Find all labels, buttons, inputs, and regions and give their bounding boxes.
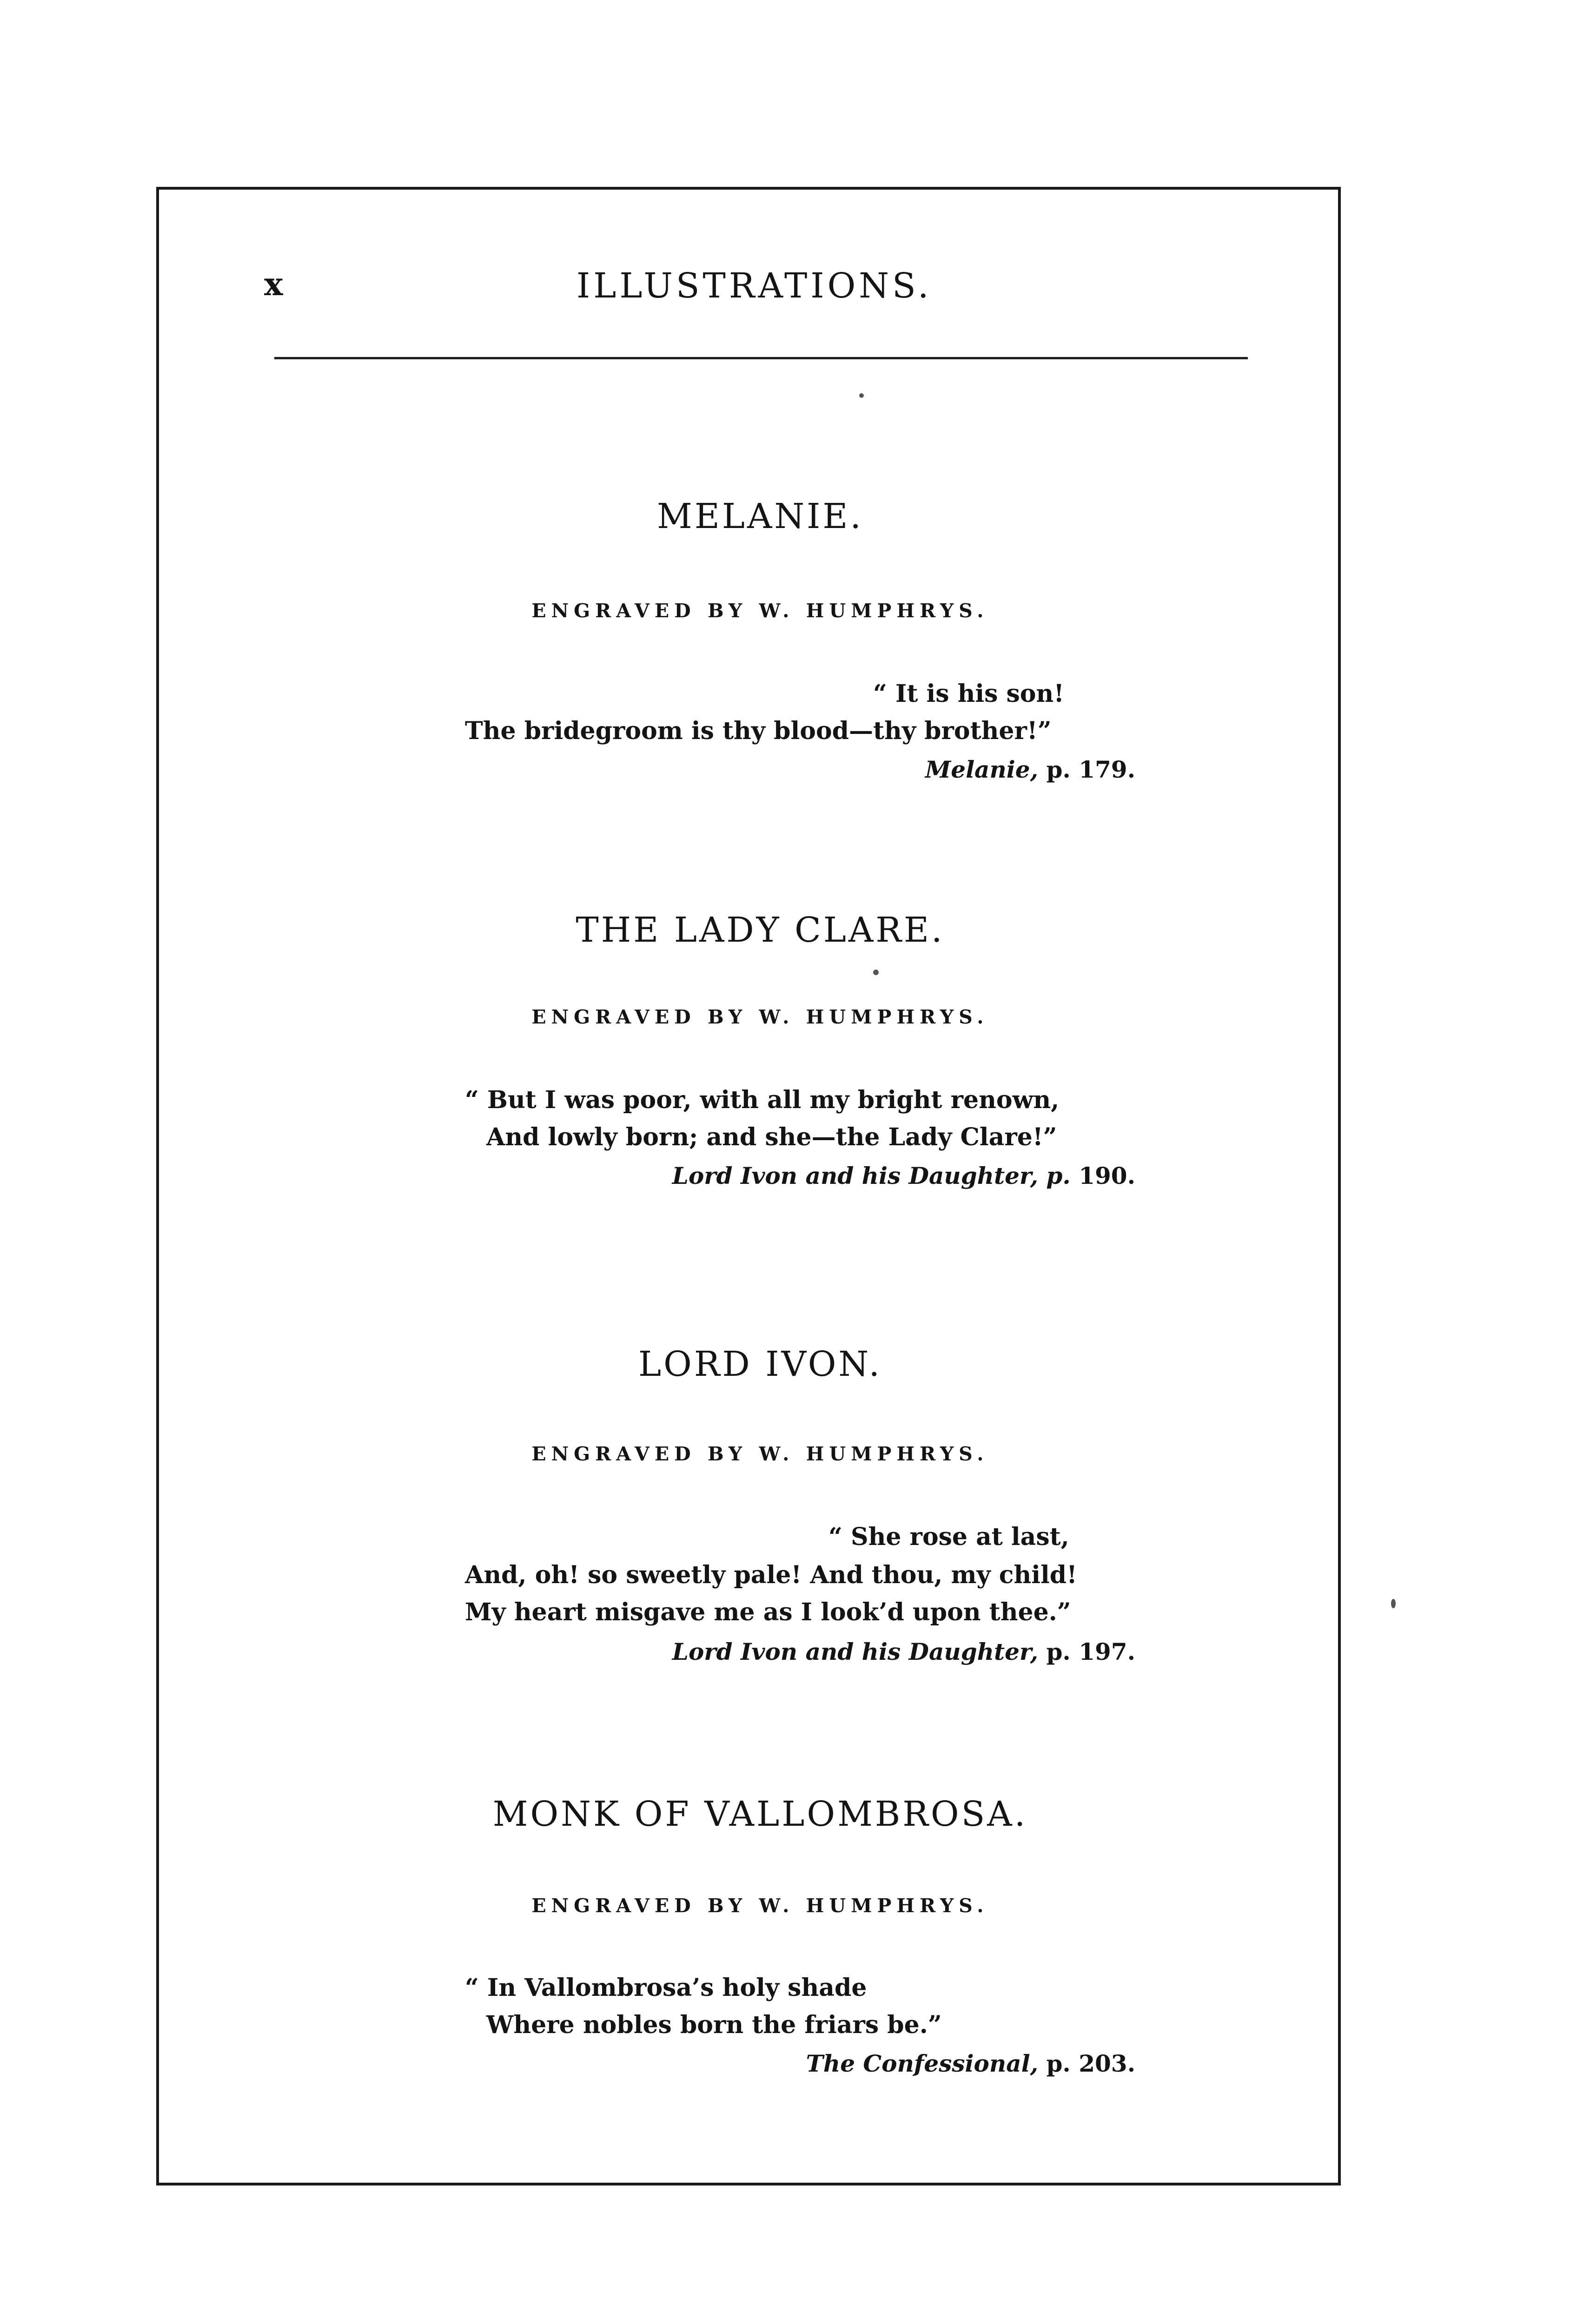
engraver-credit: ENGRAVED BY W. HUMPHRYS.: [531, 600, 989, 622]
quote-line: “ It is his son!: [873, 680, 1065, 708]
engraver-credit: ENGRAVED BY W. HUMPHRYS.: [531, 1443, 989, 1465]
quote-line: “ She rose at last,: [828, 1523, 1069, 1551]
citation: [925, 756, 1135, 783]
entry-title: MONK OF VALLOMBROSA.: [492, 1794, 1028, 1834]
citation: [672, 1638, 1135, 1665]
entry-title: LORD IVON.: [638, 1344, 882, 1384]
citation-page: p. 203.: [1038, 2050, 1135, 2077]
quote-line: Where nobles born the friars be.”: [486, 2011, 942, 2039]
speck: [1391, 1599, 1396, 1608]
citation: [672, 1162, 1135, 1189]
quote-line: My heart misgave me as I look’d upon thee.”: [465, 1598, 1071, 1626]
citation-page: 190.: [1070, 1162, 1135, 1189]
engraver-credit: ENGRAVED BY W. HUMPHRYS.: [531, 1895, 989, 1917]
quote-line: And lowly born; and she—the Lady Clare!”: [486, 1123, 1057, 1151]
entry-title: THE LADY CLARE.: [576, 910, 945, 950]
citation-work: Lord Ivon and his Daughter,: [672, 1638, 1039, 1665]
citation: [806, 2050, 1135, 2077]
head-rule: [274, 357, 1248, 359]
quote-line: “ In Vallombrosa’s holy shade: [465, 1974, 867, 2002]
quote-line: “ But I was poor, with all my bright renown,: [465, 1086, 1060, 1114]
running-head: ILLUSTRATIONS.: [576, 266, 932, 306]
entry-title: MELANIE.: [657, 496, 863, 536]
quote-line: The bridegroom is thy blood—thy brother!”: [465, 717, 1052, 745]
speck: [859, 393, 864, 398]
page-number: x: [264, 266, 283, 303]
citation-page: p. 197.: [1038, 1638, 1135, 1665]
speck: [873, 970, 879, 975]
quote-line: And, oh! so sweetly pale! And thou, my child!: [465, 1561, 1077, 1589]
citation-work: The Confessional,: [806, 2050, 1039, 2077]
engraver-credit: ENGRAVED BY W. HUMPHRYS.: [531, 1006, 989, 1028]
citation-work: Lord Ivon and his Daughter, p.: [672, 1162, 1071, 1189]
citation-work: Melanie,: [925, 756, 1039, 783]
citation-page: p. 179.: [1038, 756, 1135, 783]
